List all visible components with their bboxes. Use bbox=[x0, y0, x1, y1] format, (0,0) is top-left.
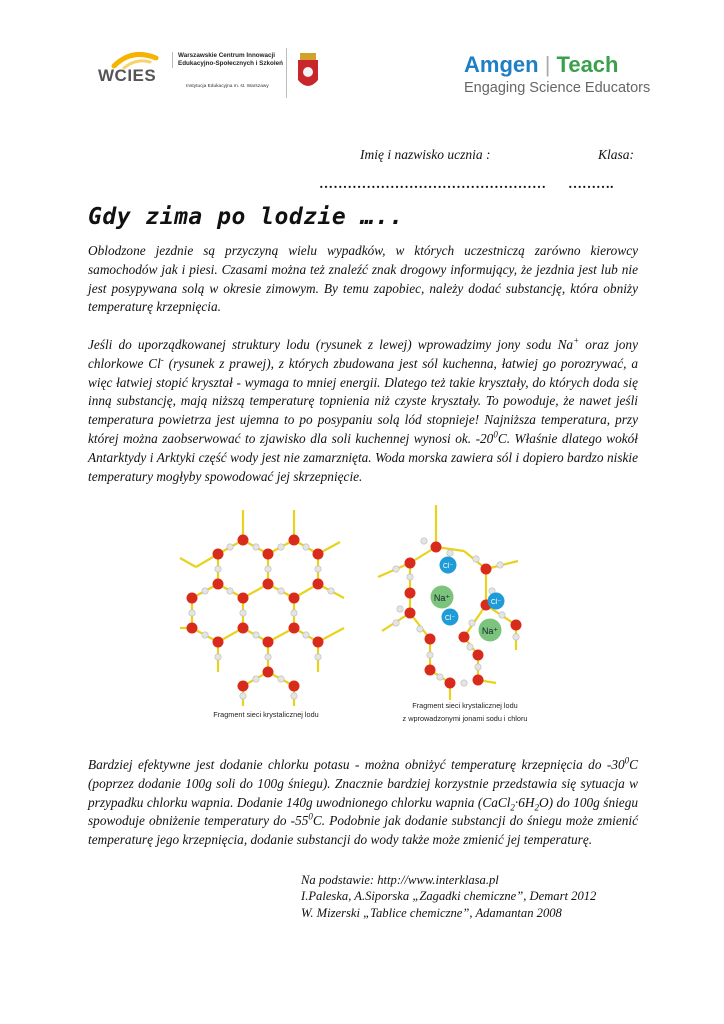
svg-text:Na⁺: Na⁺ bbox=[481, 626, 499, 636]
sodium-ion bbox=[431, 586, 454, 609]
sources-list bbox=[301, 872, 596, 921]
amgen-word: Amgen bbox=[464, 52, 539, 77]
source-item: Na podstawie: http://www.interklasa.pl bbox=[301, 873, 499, 887]
warsaw-crest-icon bbox=[294, 50, 322, 94]
wcies-org-subtitle: Instytucja Edukacyjna m. st. Warszawy bbox=[186, 84, 269, 89]
wcies-logo-text: WCIES bbox=[98, 66, 157, 85]
wcies-logo bbox=[88, 48, 338, 104]
svg-text:Na⁺: Na⁺ bbox=[433, 593, 451, 603]
sodium-ion bbox=[479, 619, 502, 642]
chloride-ion bbox=[440, 557, 457, 574]
source-item: W. Mizerski „Tablice chemiczne”, Adamantan 2008 bbox=[301, 905, 562, 920]
teach-word: Teach bbox=[556, 52, 619, 77]
svg-text:Cl⁻: Cl⁻ bbox=[444, 615, 456, 622]
page-title: Gdy zima po lodzie ….. bbox=[88, 204, 404, 230]
chloride-ion bbox=[488, 593, 505, 610]
svg-text:Cl⁻: Cl⁻ bbox=[442, 563, 454, 570]
logo-separator: | bbox=[544, 52, 551, 77]
figure-caption-left: Fragment sieci krystalicznej lodu bbox=[213, 710, 319, 719]
logo-divider bbox=[286, 48, 287, 98]
class-field[interactable]: ………. bbox=[568, 177, 614, 192]
amgen-teach-logo bbox=[464, 52, 651, 96]
svg-text:Cl⁻: Cl⁻ bbox=[490, 599, 502, 606]
figure-caption-right: Fragment sieci krystalicznej lodu z wprowadzonymi jonami sodu i chloru bbox=[402, 701, 528, 723]
source-item: I.Paleska, A.Siporska „Zagadki chemiczne”, Demart 2012 bbox=[301, 889, 597, 904]
amgen-teach-title bbox=[464, 52, 644, 78]
ice-structure-paragraph: Jeśli do uporządkowanej struktury lodu (rysunek z lewej) wprowadzimy jony sodu Na+ oraz jony chlorkowe Cl- (rysunek z prawej), z których zbudowana jest sól kuchenna, łatwiej go porozrywać, a więc łatwiej stopić kryształ - wymaga to mniej energii. Dlatego też takie kryształy, do których doda się inną substancję, mają niższą temperaturę topnienia niż czyste kryształy. To powoduje, że nawet jeśli temperatura powietrza jest ujemna to po posypaniu solą lód stopnieje! Najniższa temperatura, przy której można zaobserwować to zjawisko dla soli kuchennej wynosi ok. $-20^0C$. Właśnie dlatego wokół Antarktydy i Arktyki część wody jest nie zamarznięta. Woda morska zawiera sól i dopiero bardzo niskie temperatury mogłyby spowodować jej skrzepnięcie. bbox=[88, 335, 639, 484]
intro-paragraph: Oblodzone jezdnie są przyczyną wielu wypadków, w których uczestniczą zarówno kierowcy samochodów jak i piesi. Czasami można też znaleźć znak drogowy informujący, że jezdnia jest lub nie jest posypywana solą w okresie zimowym. By temu zapobiec, należy dodać substancję, która obniży temperaturę krzepnięcia. bbox=[88, 243, 638, 315]
wcies-org-name: Warszawskie Centrum Innowacji Edukacyjno-Społecznych i Szkoleń bbox=[172, 52, 303, 68]
ice-lattice-ions-figure bbox=[368, 505, 538, 700]
student-name-field[interactable]: ………………………………………… bbox=[319, 177, 547, 192]
ice-lattice-figure bbox=[168, 510, 358, 710]
amgen-tagline: Engaging Science Educators bbox=[464, 80, 651, 96]
class-label: Klasa: bbox=[598, 147, 635, 162]
student-name-label: Imię i nazwisko ucznia : bbox=[360, 147, 491, 162]
calcium-chloride-paragraph: Bardziej efektywne jest dodanie chlorku potasu - można obniżyć temperaturę krzepnięcia do $-30^0C$ (poprzez dodanie 100g soli do 100g śniegu). Znacznie bardziej korzystnie przedstawia się sytuacja w przypadku chlorku wapnia. Dodanie 140g uwodnionego chlorku wapnia $(CaCl_2\cdot 6H_2O)$ do 100g śniegu spowoduje obniżenie temperatury do $-55^0C$. Podobnie jak dodanie substancji do śniegu może zmienić temperaturę jego krzepnięcia, dodanie substancji do wody także może zmienić jej temperaturę. bbox=[88, 755, 639, 848]
chloride-ion bbox=[442, 609, 459, 626]
